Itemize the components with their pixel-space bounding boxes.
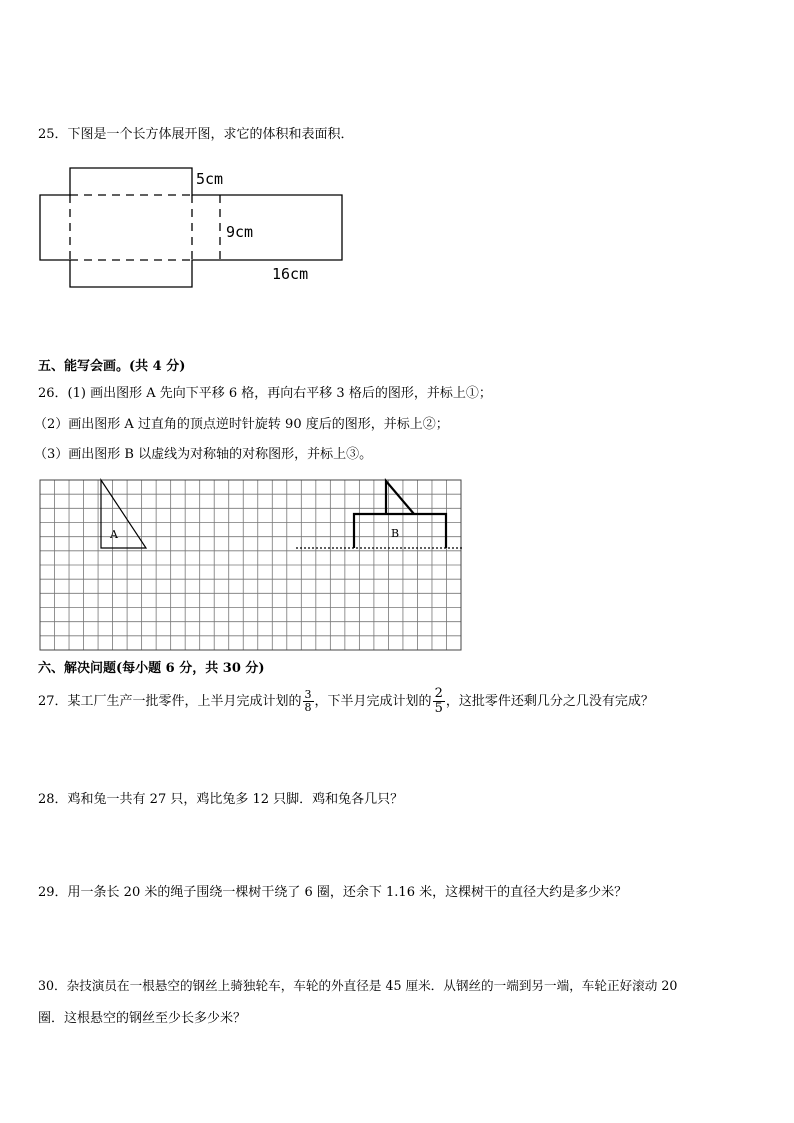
fraction-3-8: $\frac{3}{8}$ bbox=[304, 688, 312, 714]
q26-part1: 26．(1) 画出图形 A 先向下平移 6 格，再向右平移 3 格后的图形，并标上①； bbox=[38, 386, 492, 401]
box-net-figure bbox=[0, 160, 400, 295]
label-9cm: 9cm bbox=[226, 223, 254, 241]
label-a: A bbox=[110, 528, 118, 541]
label-b: B bbox=[391, 527, 400, 540]
q28: 28．鸡和兔一共有 27 只，鸡比兔多 12 只脚．鸡和兔各几只？ bbox=[38, 792, 404, 807]
fraction-2-5: $\frac{2}{5}$ bbox=[434, 686, 443, 716]
q29: 29．用一条长 20 米的绳子围绕一棵树干绕了 6 圈，还余下 1.16 米，这棵树干的直径大约是多少米？ bbox=[38, 885, 628, 900]
q30-line2: 圈．这根悬空的钢丝至少长多少米？ bbox=[38, 1011, 247, 1026]
q26-part3: （3）画出图形 B 以虚线为对称轴的对称图形，并标上③。 bbox=[34, 447, 373, 462]
q27-text-c: ，这批零件还剩几分之几没有完成？ bbox=[445, 694, 654, 709]
q26-part2: （2）画出图形 A 过直角的顶点逆时针旋转 90 度后的图形，并标上②； bbox=[34, 417, 449, 432]
shape-a bbox=[101, 480, 146, 548]
label-16cm: 16cm bbox=[272, 265, 309, 283]
q27 bbox=[38, 687, 654, 716]
section6-heading: 六、解决问题(每小题 6 分，共 30 分) bbox=[38, 661, 265, 676]
section5-heading: 五、能写会画。(共 4 分) bbox=[38, 359, 186, 374]
label-5cm: 5cm bbox=[196, 170, 224, 188]
q27-text-b: ，下半月完成计划的 bbox=[314, 694, 432, 709]
q30-line1: 30．杂技演员在一根悬空的钢丝上骑独轮车，车轮的外直径是 45 厘米．从钢丝的一端到另一端，车轮正好滚动 20 bbox=[38, 978, 678, 993]
drawing-grid[interactable] bbox=[38, 478, 464, 652]
q25-text: 25．下图是一个长方体展开图，求它的体积和表面积． bbox=[38, 127, 354, 142]
q27-text-a: 27．某工厂生产一批零件，上半月完成计划的 bbox=[38, 694, 302, 709]
